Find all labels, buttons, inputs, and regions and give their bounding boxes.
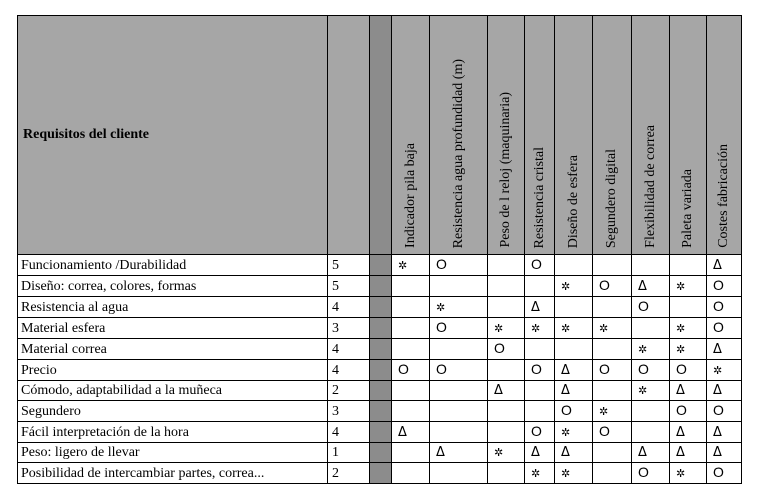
relationship-cell	[555, 339, 593, 360]
relationship-symbol: O	[599, 277, 610, 293]
relationship-cell	[593, 318, 632, 339]
relationship-cell	[670, 422, 707, 443]
relationship-cell	[525, 381, 555, 401]
importance-weight: 4	[328, 297, 370, 318]
relationship-cell	[488, 297, 525, 318]
relationship-symbol: ✲	[676, 280, 686, 293]
relationship-symbol: O	[436, 319, 447, 335]
importance-weight: 2	[328, 463, 370, 484]
relationship-cell	[707, 276, 742, 297]
relationship-cell	[555, 463, 593, 484]
relationship-symbol: Δ	[638, 279, 647, 294]
relationship-symbol: O	[638, 298, 649, 314]
relationship-cell	[593, 297, 632, 318]
relationship-cell	[525, 443, 555, 463]
relationship-symbol: O	[531, 256, 542, 272]
relationship-symbol: ✲	[561, 426, 571, 439]
characteristic-header	[392, 16, 430, 255]
relationship-cell	[555, 255, 593, 276]
relationship-symbol: Δ	[713, 383, 722, 398]
relationship-cell	[632, 463, 670, 484]
relationship-symbol: ✲	[494, 322, 504, 335]
table-row	[18, 401, 742, 422]
relationship-cell	[670, 443, 707, 463]
table-row	[18, 422, 742, 443]
relationship-cell	[555, 381, 593, 401]
relationship-symbol: Δ	[436, 445, 445, 460]
table-row	[18, 443, 742, 463]
spacer-cell	[370, 463, 392, 484]
characteristic-label: Costes fabricación	[716, 144, 731, 248]
table-row	[18, 297, 742, 318]
relationship-symbol: ✲	[561, 467, 571, 480]
characteristic-label: Resistencia agua profundidad (m)	[450, 58, 466, 248]
relationship-cell	[430, 297, 488, 318]
relationship-symbol: ✲	[676, 467, 686, 480]
relationship-cell	[670, 297, 707, 318]
characteristic-header	[593, 16, 632, 255]
relationship-cell	[707, 381, 742, 401]
relationship-symbol: Δ	[638, 445, 647, 460]
relationship-cell	[430, 339, 488, 360]
relationship-cell	[488, 381, 525, 401]
relationship-cell	[632, 297, 670, 318]
characteristic-label: Peso de l reloj (maquinaria)	[498, 92, 513, 248]
spacer-cell	[370, 381, 392, 401]
relationship-cell	[430, 401, 488, 422]
relationship-symbol: Δ	[713, 445, 722, 460]
importance-weight: 2	[328, 381, 370, 401]
relationship-cell	[555, 318, 593, 339]
relationship-cell	[670, 276, 707, 297]
relationship-cell	[430, 360, 488, 381]
relationship-symbol: Δ	[713, 425, 722, 440]
spacer-cell	[370, 401, 392, 422]
relationship-cell	[488, 360, 525, 381]
characteristic-header	[670, 16, 707, 255]
requirement-name: Material esfera	[18, 318, 328, 339]
characteristic-label: Diseño de esfera	[565, 154, 581, 248]
weight-header	[328, 16, 370, 255]
relationship-cell	[392, 339, 430, 360]
relationship-symbol: Δ	[531, 445, 540, 460]
characteristic-header	[632, 16, 670, 255]
requirement-name: Diseño: correa, colores, formas	[18, 276, 328, 297]
relationship-cell	[525, 339, 555, 360]
relationship-cell	[430, 443, 488, 463]
relationship-cell	[392, 360, 430, 381]
relationship-symbol: ✲	[599, 405, 609, 418]
requirement-name: Segundero	[18, 401, 328, 422]
relationship-cell	[525, 463, 555, 484]
relationship-cell	[392, 255, 430, 276]
relationship-cell	[632, 318, 670, 339]
relationship-cell	[707, 339, 742, 360]
relationship-cell	[632, 339, 670, 360]
relationship-cell	[670, 381, 707, 401]
relationship-symbol: Δ	[561, 383, 570, 398]
spacer-cell	[370, 422, 392, 443]
relationship-cell	[555, 360, 593, 381]
table-row	[18, 360, 742, 381]
relationship-cell	[555, 443, 593, 463]
relationship-cell	[670, 360, 707, 381]
characteristic-header	[707, 16, 742, 255]
relationship-cell	[632, 276, 670, 297]
qfd-matrix	[17, 15, 742, 484]
relationship-symbol: O	[713, 298, 724, 314]
relationship-symbol: ✲	[561, 280, 571, 293]
relationship-cell	[670, 401, 707, 422]
table-row	[18, 339, 742, 360]
relationship-symbol: Δ	[531, 300, 540, 315]
relationship-symbol: ✲	[531, 322, 541, 335]
characteristic-header	[525, 16, 555, 255]
characteristic-header	[555, 16, 593, 255]
relationship-cell	[670, 339, 707, 360]
characteristic-header	[430, 16, 488, 255]
relationship-cell	[488, 463, 525, 484]
relationship-symbol: ✲	[676, 322, 686, 335]
relationship-cell	[593, 381, 632, 401]
relationship-cell	[555, 276, 593, 297]
importance-weight: 4	[328, 422, 370, 443]
relationship-cell	[632, 422, 670, 443]
relationship-cell	[488, 401, 525, 422]
importance-weight: 3	[328, 318, 370, 339]
importance-weight: 4	[328, 360, 370, 381]
relationship-cell	[488, 443, 525, 463]
table-row	[18, 318, 742, 339]
relationship-cell	[593, 255, 632, 276]
importance-weight: 1	[328, 443, 370, 463]
relationship-cell	[488, 422, 525, 443]
relationship-cell	[707, 318, 742, 339]
relationship-cell	[392, 443, 430, 463]
requirement-name: Funcionamiento /Durabilidad	[18, 255, 328, 276]
characteristic-label: Segundero digital	[604, 148, 619, 248]
relationship-cell	[632, 443, 670, 463]
characteristic-label: Flexibilidad de correa	[642, 125, 658, 248]
relationship-cell	[430, 318, 488, 339]
table-row	[18, 381, 742, 401]
header-row	[18, 16, 742, 255]
requirement-name: Material correa	[18, 339, 328, 360]
relationship-cell	[525, 255, 555, 276]
relationship-cell	[707, 297, 742, 318]
table-row	[18, 255, 742, 276]
relationship-cell	[707, 422, 742, 443]
relationship-symbol: ✲	[531, 467, 541, 480]
relationship-cell	[392, 381, 430, 401]
relationship-cell	[392, 318, 430, 339]
relationship-symbol: Δ	[398, 425, 407, 440]
relationship-cell	[707, 401, 742, 422]
relationship-symbol: O	[713, 464, 724, 480]
relationship-cell	[670, 318, 707, 339]
relationship-cell	[392, 463, 430, 484]
spacer-cell	[370, 443, 392, 463]
relationship-symbol: ✲	[561, 322, 571, 335]
relationship-symbol: O	[638, 361, 649, 377]
requirement-name: Precio	[18, 360, 328, 381]
relationship-cell	[488, 339, 525, 360]
relationship-cell	[525, 297, 555, 318]
relationship-symbol: Δ	[676, 383, 685, 398]
relationship-cell	[392, 401, 430, 422]
relationship-cell	[488, 318, 525, 339]
relationship-cell	[525, 360, 555, 381]
relationship-symbol: O	[531, 361, 542, 377]
relationship-cell	[430, 381, 488, 401]
relationship-cell	[632, 360, 670, 381]
relationship-cell	[555, 297, 593, 318]
relationship-cell	[593, 463, 632, 484]
relationship-symbol: ✲	[599, 322, 609, 335]
relationship-cell	[430, 422, 488, 443]
relationship-symbol: O	[561, 402, 572, 418]
relationship-cell	[430, 255, 488, 276]
characteristic-header	[488, 16, 525, 255]
importance-weight: 5	[328, 276, 370, 297]
requirement-name: Peso: ligero de llevar	[18, 443, 328, 463]
requirement-name: Resistencia al agua	[18, 297, 328, 318]
relationship-cell	[707, 360, 742, 381]
spacer-cell	[370, 276, 392, 297]
relationship-cell	[670, 463, 707, 484]
relationship-symbol: ✲	[638, 343, 648, 356]
relationship-symbol: ✲	[676, 343, 686, 356]
relationship-cell	[632, 255, 670, 276]
relationship-cell	[707, 463, 742, 484]
spacer-cell	[370, 339, 392, 360]
relationship-cell	[525, 318, 555, 339]
relationship-cell	[488, 255, 525, 276]
characteristic-label: Resistencia cristal	[531, 146, 547, 248]
relationship-symbol: O	[713, 319, 724, 335]
relationship-cell	[525, 276, 555, 297]
relationship-symbol: Δ	[676, 445, 685, 460]
characteristic-label: Paleta variada	[680, 169, 695, 248]
relationship-symbol: O	[494, 340, 505, 356]
relationship-cell	[392, 422, 430, 443]
table-row	[18, 276, 742, 297]
relationship-cell	[392, 276, 430, 297]
importance-weight: 5	[328, 255, 370, 276]
relationship-symbol: O	[531, 423, 542, 439]
relationship-cell	[488, 276, 525, 297]
relationship-symbol: O	[436, 361, 447, 377]
relationship-symbol: ✲	[638, 384, 648, 397]
relationship-cell	[593, 276, 632, 297]
relationship-symbol: ✲	[436, 301, 446, 314]
spacer-header	[370, 16, 392, 255]
relationship-cell	[632, 401, 670, 422]
relationship-cell	[593, 360, 632, 381]
spacer-cell	[370, 318, 392, 339]
relationship-symbol: ✲	[494, 446, 504, 459]
relationship-cell	[430, 276, 488, 297]
relationship-cell	[555, 401, 593, 422]
relationship-symbol: ✲	[713, 364, 723, 377]
relationship-symbol: O	[676, 361, 687, 377]
relationship-symbol: O	[638, 464, 649, 480]
relationship-symbol: Δ	[676, 425, 685, 440]
relationship-cell	[593, 339, 632, 360]
importance-weight: 3	[328, 401, 370, 422]
relationship-cell	[707, 443, 742, 463]
relationship-symbol: O	[713, 402, 724, 418]
relationship-cell	[525, 422, 555, 443]
requirement-name: Cómodo, adaptabilidad a la muñeca	[18, 381, 328, 401]
relationship-cell	[525, 401, 555, 422]
relationship-cell	[593, 443, 632, 463]
relationship-symbol: Δ	[561, 363, 570, 378]
requirement-name: Posibilidad de intercambiar partes, correa...	[18, 463, 328, 484]
relationship-cell	[632, 381, 670, 401]
relationship-symbol: ✲	[398, 259, 408, 272]
relationship-cell	[707, 255, 742, 276]
relationship-symbol: O	[713, 277, 724, 293]
importance-weight: 4	[328, 339, 370, 360]
relationship-symbol: O	[599, 423, 610, 439]
relationship-cell	[392, 297, 430, 318]
relationship-cell	[430, 463, 488, 484]
relationship-cell	[555, 422, 593, 443]
relationship-symbol: O	[436, 256, 447, 272]
spacer-cell	[370, 255, 392, 276]
requirements-header: Requisitos del cliente	[18, 16, 328, 255]
relationship-cell	[593, 422, 632, 443]
relationship-symbol: Δ	[713, 258, 722, 273]
relationship-cell	[670, 255, 707, 276]
characteristic-label: Indicador pila baja	[402, 143, 418, 248]
relationship-symbol: O	[676, 402, 687, 418]
spacer-cell	[370, 360, 392, 381]
relationship-symbol: Δ	[713, 342, 722, 357]
relationship-cell	[593, 401, 632, 422]
relationship-symbol: O	[398, 361, 409, 377]
relationship-symbol: Δ	[494, 383, 503, 398]
requirement-name: Fácil interpretación de la hora	[18, 422, 328, 443]
table-row	[18, 463, 742, 484]
spacer-cell	[370, 297, 392, 318]
relationship-symbol: Δ	[561, 445, 570, 460]
relationship-symbol: O	[599, 361, 610, 377]
